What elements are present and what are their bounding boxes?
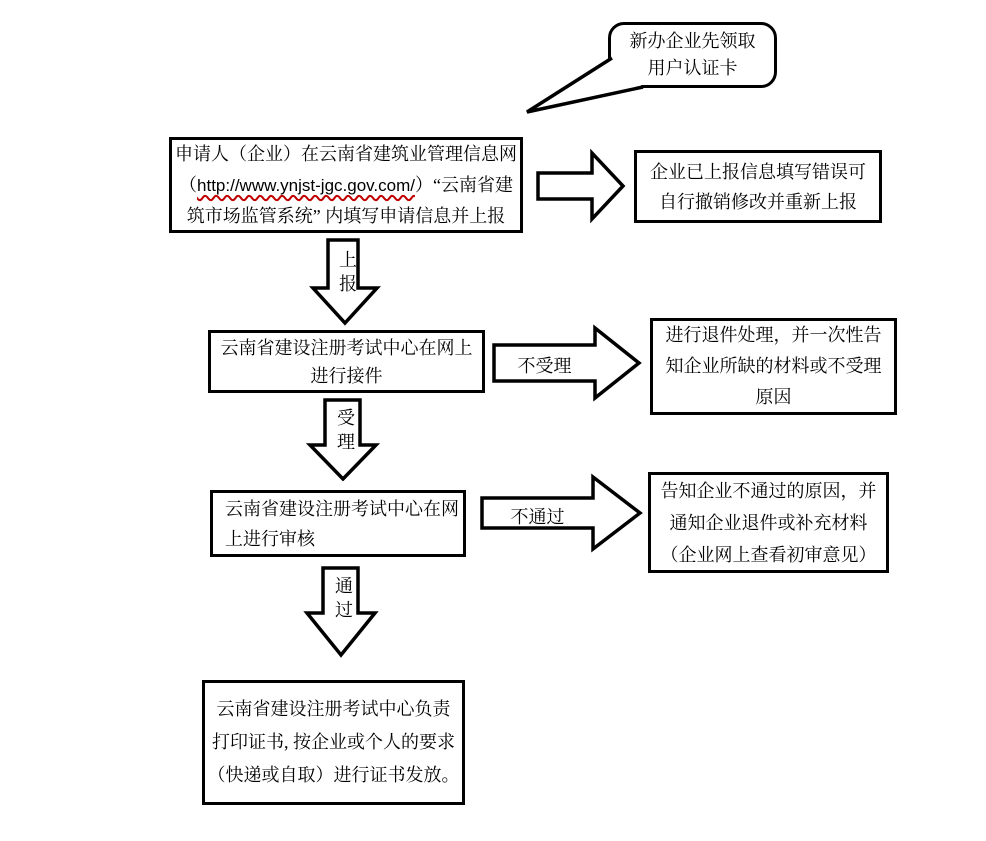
arrow-label-pass: 通过 (333, 576, 353, 624)
apply-line3: 筑市场监管系统” 内填写申请信息并上报 (186, 205, 506, 226)
right-block-arrow-resubmit-icon (536, 147, 626, 225)
arrow-label-accept: 受理 (335, 408, 355, 456)
apply-url: http://www.ynjst-jgc.gov.com/ (197, 175, 415, 195)
apply-paren-open: （ (179, 174, 198, 195)
side-box-return (650, 318, 897, 415)
receive-line1: 云南省建设注册考试中心在网上 (220, 337, 473, 358)
return-line2: 知企业所缺的材料或不受理 (665, 356, 882, 376)
right-block-arrow-not-pass-icon (480, 473, 643, 553)
step-box-receive (208, 330, 485, 393)
callout-line1: 新办企业先领取 (629, 31, 756, 51)
apply-after-url: ）“云南省建 (414, 174, 513, 195)
return-line3: 原因 (755, 387, 792, 407)
down-block-arrow-accept-icon (306, 398, 380, 481)
resubmit-line2: 自行撤销修改并重新上报 (659, 191, 857, 212)
issue-line2: 打印证书, 按企业或个人的要求 (212, 732, 455, 752)
step-box-issue (202, 680, 465, 805)
notify-line2: 通知企业退件或补充材料 (669, 512, 868, 533)
apply-line2 (179, 170, 513, 201)
arrow-label-not-accept: 不受理 (517, 356, 572, 376)
issue-line1: 云南省建设注册考试中心负责 (216, 699, 451, 719)
notify-line1: 告知企业不通过的原因，并 (660, 480, 877, 501)
down-block-arrow-pass-icon (303, 566, 379, 658)
review-line2: 上进行审核 (225, 528, 315, 549)
arrow-label-not-pass: 不通过 (510, 507, 565, 527)
review-line1: 云南省建设注册考试中心在网 (225, 498, 459, 519)
callout-tail (500, 40, 670, 130)
side-box-resubmit (634, 150, 882, 223)
return-line1: 进行退件处理，并一次性告 (665, 325, 882, 345)
step-box-review (210, 490, 466, 557)
apply-line1: 申请人（企业）在云南省建筑业管理信息网 (175, 143, 517, 164)
down-block-arrow-submit-icon (309, 238, 381, 326)
arrow-label-submit: 上报 (337, 250, 357, 298)
issue-line3: （快递或自取）进行证书发放。 (207, 765, 460, 785)
step-box-apply (169, 137, 523, 233)
right-block-arrow-not-accept-icon (492, 324, 642, 402)
notify-line3: （企业网上查看初审意见） (660, 544, 877, 565)
callout-line2: 用户认证卡 (647, 58, 738, 78)
receive-line2: 进行接件 (310, 365, 383, 386)
resubmit-line1: 企业已上报信息填写错误可 (650, 161, 866, 182)
side-box-notify (648, 472, 889, 573)
